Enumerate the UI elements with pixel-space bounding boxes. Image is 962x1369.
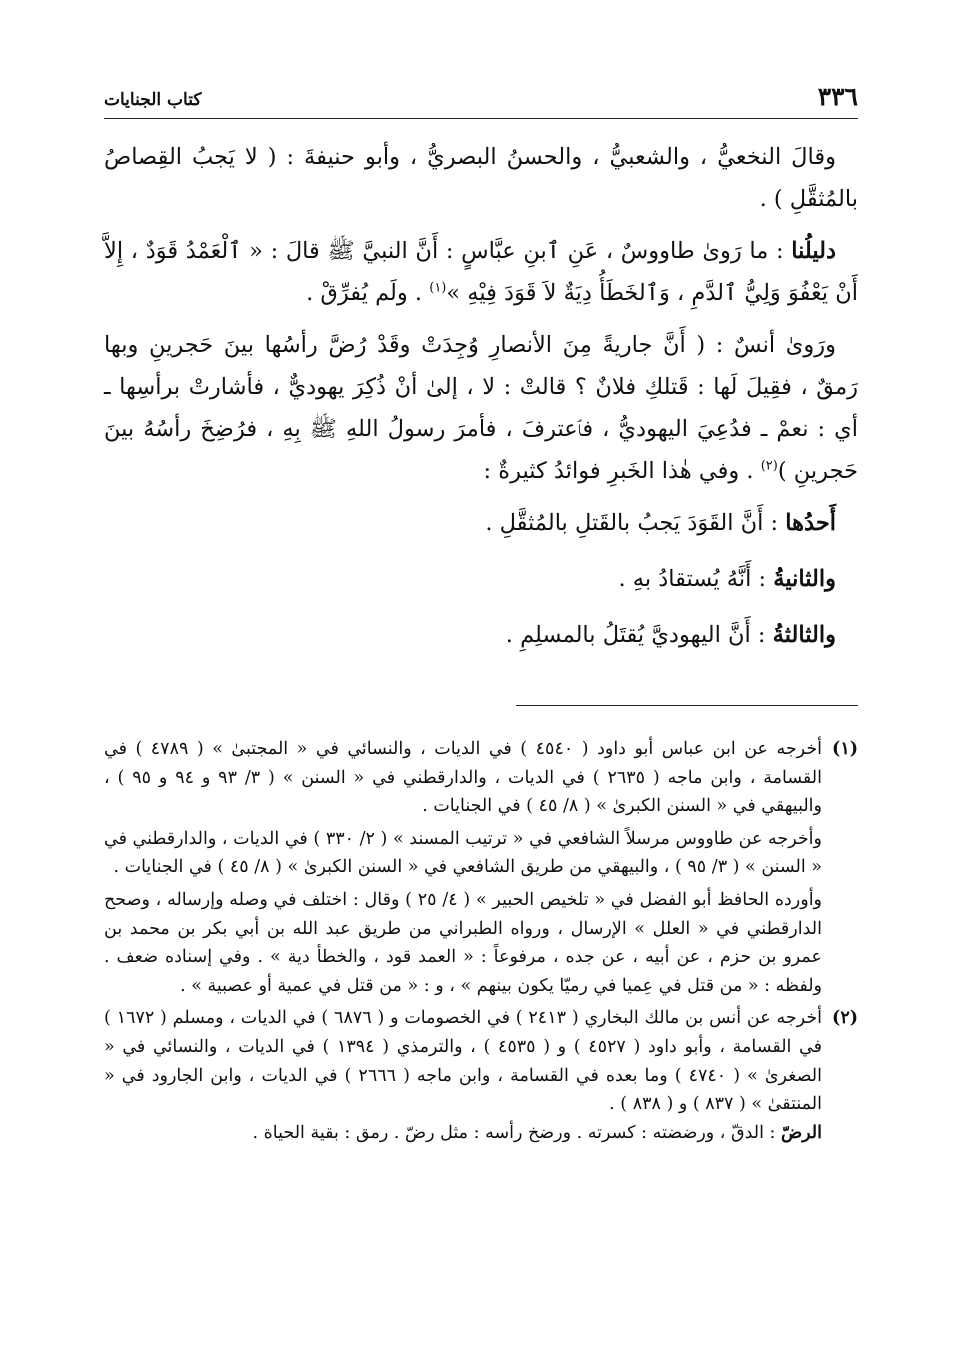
page-number: ٣٣٦ <box>817 82 858 111</box>
anas-end: . وفي هٰذا الخَبرِ فوائدُ كثيرةٌ : <box>483 458 761 484</box>
benefit-1 <box>104 502 858 544</box>
page-header <box>104 82 858 119</box>
gloss-term: الرضّ <box>780 1122 822 1143</box>
footnotes <box>104 735 858 1151</box>
benefit-2 <box>104 558 858 600</box>
footnote-separator <box>516 705 858 706</box>
footnote-1-part-c: وأورده الحافظ أبو الفضل في « تلخيص الحبير » ( ٤/ ٢٥ ) وقال : اختلف في وصله وإرساله ، وصحح الدارقطني في « العلل » الإرسال ، ورواه الطبراني من طريق عبد الله بن أبي بكر بن محمد بن عمرو بن حزم ، عن أبيه ، عن جده ، مرفوعاً : « العمد قود ، والخطأ دية » . وفي إسناده ضعف . ولفظه : « من قتل في عِميا في رميّا يكون بينهم » ، و : « من قتل في عمية أو عصبية » . <box>104 889 823 996</box>
anas-text: ورَوىٰ أنسٌ : ( أَنَّ جاريةً مِنَ الأنصارِ وُجِدَتْ وقَدْ رُضَّ رأسُها بينَ حَجرينِ وبها رَمقٌ ، فقِيلَ لَها : قَتلكِ فلانٌ ؟ قالتْ : لا ، إلىٰ أنْ ذُكِرَ يهوديٌّ ، فأشارتْ برأسِها ـ أي : نعمْ ـ فدُعِيَ اليهوديُّ ، فٱعترفَ ، فأمرَ رسولُ اللهِ ﷺ بِهِ ، فرُضِخَ رأسُهُ بينَ حَجرينِ ) <box>104 332 858 484</box>
footnote-2-part-a: أخرجه عن أنس بن مالك البخاري ( ٢٤١٣ ) في الخصومات و ( ٦٨٧٦ ) في الديات ، ومسلم ( ١٦٧٢ ) في القسامة ، وأبو داود ( ٤٥٢٧ ) و ( ٤٥٣٥ ) ، والترمذي ( ١٣٩٤ ) في الديات ، والنسائي في « الصغرىٰ » ( ٤٧٤٠ ) وما بعده في القسامة ، وابن ماجه ( ٢٦٦٦ ) في الديات ، وابن الجارود في « المنتقىٰ » ( ٨٣٧ ) و ( ٨٣٨ ) . <box>104 1008 823 1115</box>
running-title: كتاب الجنايات <box>104 90 202 110</box>
footnote-2-number: (٢) <box>832 1008 858 1029</box>
benefit-2-text: : أَنَّهُ يُستقادُ بهِ . <box>618 566 774 592</box>
footnote-ref-2[interactable]: (٢) <box>760 458 778 474</box>
paragraph-opinions-text: وقالَ النخعيُّ ، والشعبيُّ ، والحسنُ البصريُّ ، وأبو حنيفةَ : ( لا يَجبُ القِصاصُ بالمُثقَّلِ ) . <box>104 144 858 212</box>
footnote-1-number: (١) <box>832 739 858 759</box>
evidence-lead: دليلُنا <box>791 238 836 264</box>
paragraph-anas <box>104 324 858 492</box>
benefit-1-lead: أَحدُها <box>785 510 836 536</box>
footnote-2-gloss <box>104 1119 822 1148</box>
gloss-text: : الدقّ ، ورضضته : كسرته . ورضخ رأسه : مثل رضّ . رمق : بقية الحياة . <box>252 1122 781 1143</box>
paragraph-opinions <box>104 136 858 220</box>
footnote-2 <box>104 1004 858 1147</box>
evidence-end: . ولَم يُفرِّقْ . <box>306 280 430 306</box>
benefit-2-lead: والثانيةُ <box>773 566 836 592</box>
paragraph-evidence <box>104 230 858 314</box>
benefit-3-lead: والثالثةُ <box>772 622 836 648</box>
footnote-1-part-a: أخرجه عن ابن عباس أبو داود ( ٤٥٤٠ ) في الديات ، والنسائي في « المجتبىٰ » ( ٤٧٨٩ ) في القسامة ، وابن ماجه ( ٢٦٣٥ ) في الديات ، والدارقطني في « السنن » ( ٣/ ٩٣ و ٩٤ و ٩٥ ) ، والبيهقي في « السنن الكبرىٰ » ( ٨/ ٤٥ ) في الجنايات . <box>104 739 823 817</box>
main-text <box>104 136 858 670</box>
evidence-text: : ما رَوىٰ طاووسٌ ، عَنِ ٱبنِ عبَّاسٍ : أَنَّ النبيَّ ﷺ قالَ : « ٱلْعَمْدُ قَوَدٌ ، إِلاَّ أَنْ يَعْفُوَ وَلِيُّ ٱلدَّمِ ، وَٱلخَطَأُ دِيَةٌ لاَ قَوَدَ فِيْهِ » <box>104 238 858 306</box>
footnote-1 <box>104 735 858 1000</box>
footnote-1-body <box>104 735 822 1000</box>
footnote-2-body <box>104 1004 822 1147</box>
benefit-3 <box>104 614 858 656</box>
benefit-1-text: : أَنَّ القَوَدَ يَجبُ بالقَتلِ بالمُثقَّلِ . <box>485 510 786 536</box>
benefit-3-text: : أَنَّ اليهوديَّ يُقتَلُ بالمسلِمِ . <box>505 622 773 648</box>
footnote-1-part-b: وأخرجه عن طاووس مرسلاً الشافعي في « ترتيب المسند » ( ٢/ ٣٣٠ ) في الديات ، والدارقطني في « السنن » ( ٣/ ٩٥ ) ، والبيهقي من طريق الشافعي في « السنن الكبرىٰ » ( ٨/ ٤٥ ) في الجنايات . <box>104 828 822 878</box>
footnote-ref-1[interactable]: (١) <box>429 280 447 296</box>
